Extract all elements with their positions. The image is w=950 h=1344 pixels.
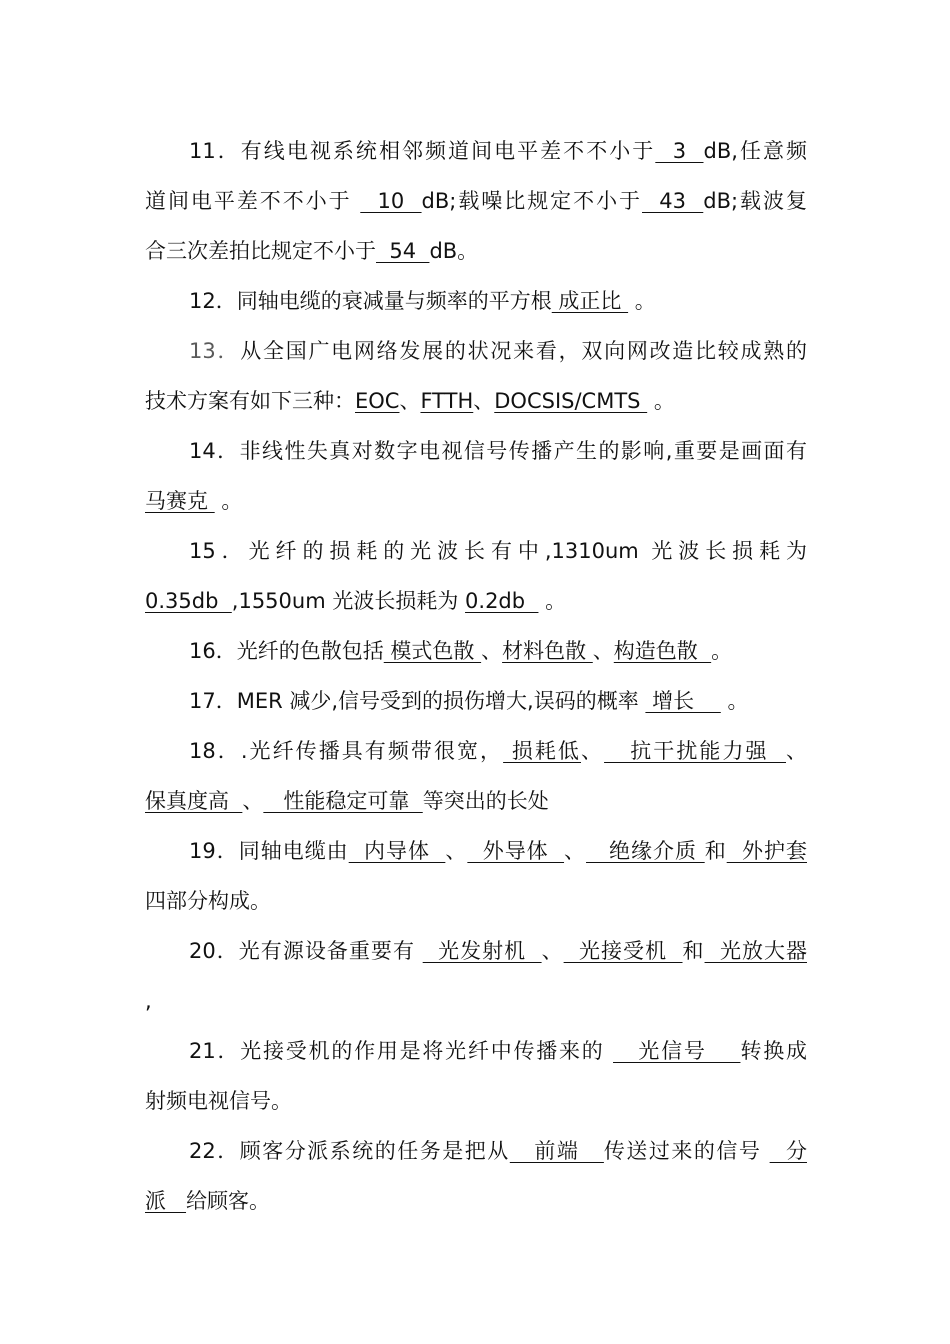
answer-blank: 马赛克 [145, 489, 215, 513]
question-22-line-1: 22．顾客分派系统的任务是把从 前端 传送过来的信号 分 [189, 1139, 807, 1163]
question-19-line-2: 四部分构成。 [145, 889, 271, 913]
answer-blank: 性能稳定可靠 [263, 789, 423, 813]
answer-blank: 材料色散 [502, 639, 593, 663]
answer-blank: 10 [360, 189, 422, 213]
answer-blank: 43 [642, 189, 704, 213]
answer-blank: 0.2db [465, 589, 539, 613]
answer-blank: 成正比 [551, 289, 629, 313]
question-13-line-2: 技术方案有如下三种：EOC、FTTH、DOCSIS/CMTS 。 [145, 389, 675, 413]
answer-blank: 54 [376, 239, 430, 263]
document-body [145, 128, 807, 1228]
answer-blank: 增长 [645, 689, 721, 713]
question-18-line-1: 18．.光纤传播具有频带很宽， 损耗低、 抗干扰能力强 、 [189, 739, 807, 763]
question-19-line-1: 19．同轴电缆由 内导体 、 外导体 、 绝缘介质 和 外护套 [189, 839, 807, 863]
answer-blank: DOCSIS/CMTS [494, 389, 648, 413]
answer-blank: 外导体 [467, 839, 565, 863]
question-13-line-1: 13．从全国广电网络发展的状况来看，双向网改造比较成熟的 [189, 339, 807, 363]
question-14-line-2: 马赛克 。 [145, 489, 243, 513]
answer-blank: 模式色散 [383, 639, 482, 663]
answer-blank: 保真度高 [145, 789, 243, 813]
answer-blank: 光接受机 [563, 939, 683, 963]
answer-blank: 3 [655, 139, 704, 163]
question-number: 13． [189, 339, 241, 363]
answer-blank: 构造色散 [613, 639, 712, 663]
answer-blank: 绝缘介质 [586, 839, 705, 863]
answer-blank: 抗干扰能力强 [604, 739, 786, 763]
question-14-line-1: 14．非线性失真对数字电视信号传播产生的影响,重要是画面有 [189, 439, 807, 463]
answer-blank: 外护套 [726, 839, 807, 863]
question-22-line-2: 派 给顾客。 [145, 1189, 271, 1213]
question-20-line-2: , [145, 989, 152, 1013]
question-11-line-1: 11．有线电视系统相邻频道间电平差不不小于 3 dB,任意频 [189, 139, 807, 163]
answer-blank: 光信号 [613, 1039, 741, 1063]
answer-blank: 内导体 [348, 839, 446, 863]
answer-blank: 分 [769, 1139, 807, 1163]
question-15-line-2: 0.35db ,1550um 光波长损耗为 0.2db 。 [145, 589, 567, 613]
question-12: 12．同轴电缆的衰减量与频率的平方根 成正比 。 [189, 289, 656, 313]
question-21-line-2: 射频电视信号。 [145, 1089, 292, 1113]
question-17: 17．MER 减少,信号受到的损伤增大,误码的概率 增长 。 [189, 689, 749, 713]
question-16: 16．光纤的色散包括 模式色散 、材料色散 、构造色散 。 [189, 639, 733, 663]
answer-blank: 光发射机 [422, 939, 542, 963]
question-18-line-2: 保真度高 、 性能稳定可靠 等突出的长处 [145, 789, 549, 813]
answer-blank: 光放大器 [704, 939, 807, 963]
answer-blank: 损耗低 [503, 739, 581, 763]
answer-blank: FTTH [420, 389, 474, 413]
question-11-line-2: 道间电平差不不小于 10 dB;载噪比规定不小于 43 dB;载波复 [145, 189, 807, 213]
question-15-line-1: 15．光纤的损耗的光波长有中,1310um 光波长损耗为 [189, 539, 807, 563]
question-20-line-1: 20．光有源设备重要有 光发射机 、 光接受机 和 光放大器 [189, 939, 807, 963]
question-21-line-1: 21．光接受机的作用是将光纤中传播来的 光信号 转换成 [189, 1039, 807, 1063]
answer-blank: EOC [355, 389, 400, 413]
answer-blank: 前端 [509, 1139, 604, 1163]
question-11-line-3: 合三次差拍比规定不小于 54 dB。 [145, 239, 479, 263]
answer-blank: 0.35db [145, 589, 232, 613]
answer-blank: 派 [145, 1189, 187, 1213]
